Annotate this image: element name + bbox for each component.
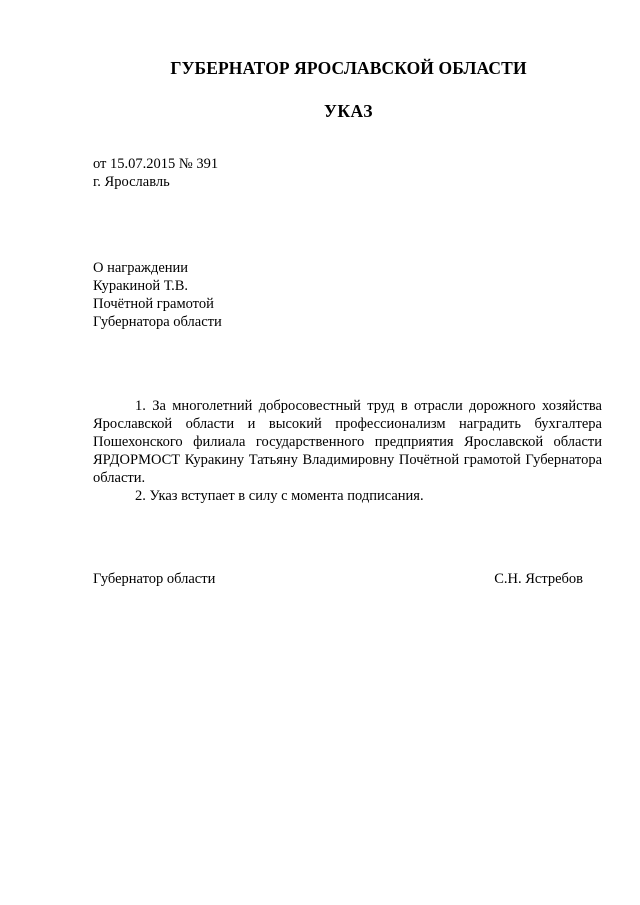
subject-block [93,259,222,331]
signatory-name: С.Н. Ястребов [494,571,583,587]
subject-line: Куракиной Т.В. [93,278,189,294]
paragraph-1: 1. За многолетний добросовестный труд в отрасли дорожного хозяйства Ярославской области и высокий профессионализм наградить бухгалтера Пошехонского филиала государственного предприятия Ярославской области ЯРДОРМОСТ Куракину Татьяну Владимировну Почётной грамотой Губернатора области. [93,398,602,486]
signatory-position: Губернатор области [93,571,216,587]
document-title: ГУБЕРНАТОР ЯРОСЛАВСКОЙ ОБЛАСТИ [170,58,527,78]
date-number: от 15.07.2015 № 391 [93,156,219,172]
subject-line: О награждении [93,260,189,276]
subject-line: Почётной грамотой [93,296,214,312]
body-text [93,397,602,505]
city: г. Ярославль [93,174,170,190]
paragraph-2: 2. Указ вступает в силу с момента подписания. [135,488,424,504]
document-type: УКАЗ [324,101,373,121]
subject-line: Губернатора области [93,314,222,330]
